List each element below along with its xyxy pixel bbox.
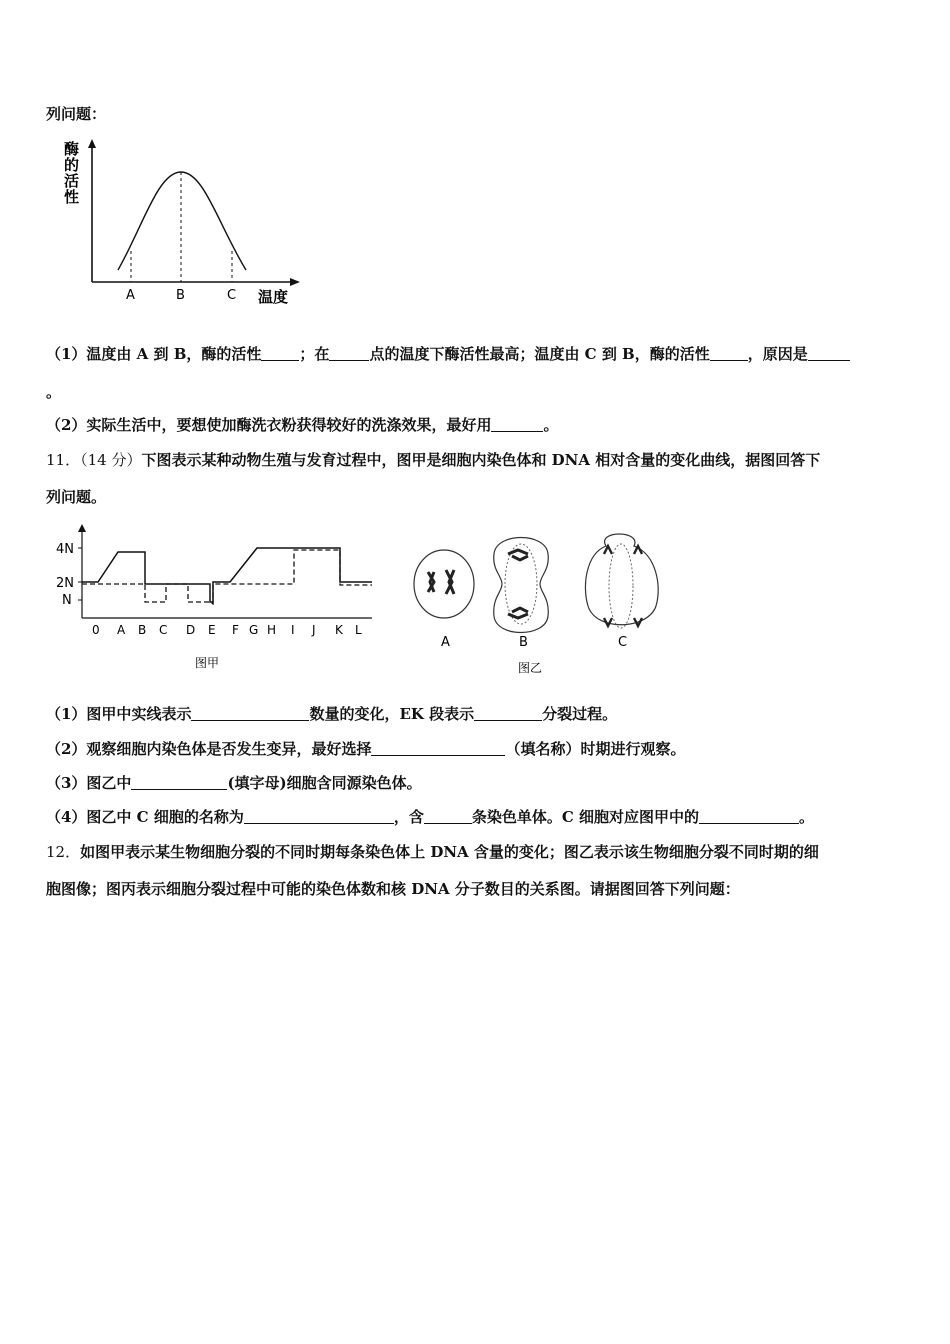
cells-caption: 图乙 [518, 661, 543, 675]
blank[interactable] [808, 346, 850, 361]
q11-s2: （2）观察细胞内染色体是否发生变异，最好选择 （填名称）时期进行观察。 [46, 740, 686, 758]
y-label-4: 性 [64, 188, 80, 206]
x-tick-label: I [291, 623, 295, 637]
blank[interactable] [261, 346, 299, 361]
q11-stem-2: 列问题。 [46, 488, 107, 506]
q11-s3: （3）图乙中 (填字母)细胞含同源染色体。 [46, 774, 422, 792]
x-tick-label: K [335, 623, 343, 637]
x-tick-label: G [249, 623, 259, 637]
q10-s1: （1）温度由 A 到 B，酶的活性 ；在 点的温度下酶活性最高；温度由 C 到 B，酶的活性 ，原因是 [46, 343, 850, 364]
x-tick-label: A [117, 623, 126, 637]
blank[interactable] [699, 809, 799, 824]
x-ticks [92, 623, 362, 637]
point-b: B [176, 288, 185, 303]
y-tick-2n: 2N [56, 576, 74, 591]
solid-series [82, 548, 372, 602]
q11-stem-1: 11．（14 分）下图表示某种动物生殖与发育过程中，图甲是细胞内染色体和 DNA 相对含量的变化曲线，据图回答下 [46, 451, 821, 469]
blank[interactable] [191, 706, 309, 721]
q12-stem-2: 胞图像；图丙表示细胞分裂过程中可能的染色体数和核 DNA 分子数目的关系图。请据图回答下列问题： [46, 880, 740, 898]
x-label: 温度 [258, 288, 289, 306]
q12-stem-1: 12．如图甲表示某生物细胞分裂的不同时期每条染色体上 DNA 含量的变化；图乙表示该生物细胞分裂不同时期的细 [46, 843, 819, 861]
y-axis-arrow [88, 139, 96, 148]
cells-figure [406, 526, 676, 676]
chart-y-arrow [78, 524, 86, 532]
cell-label-c: C [618, 635, 628, 650]
dashed-series [82, 550, 372, 604]
x-tick-label: B [138, 623, 147, 637]
x-tick-label: C [159, 623, 168, 637]
x-tick-label: L [355, 623, 362, 637]
y-tick-n: N [62, 593, 72, 608]
cell-label-a: A [441, 635, 450, 650]
point-a: A [126, 288, 135, 303]
x-tick-label: 0 [92, 623, 100, 637]
point-c: C [227, 288, 237, 303]
blank[interactable] [371, 741, 505, 756]
x-tick-label: J [312, 623, 316, 637]
q11-s1: （1）图甲中实线表示 数量的变化，EK 段表示 分裂过程。 [46, 705, 618, 723]
x-tick-label: F [232, 623, 239, 637]
chart-jia [50, 522, 380, 672]
y-label-1: 酶 [64, 140, 80, 158]
activity-curve [118, 172, 246, 270]
blank[interactable] [424, 809, 472, 824]
q11-s4: （4）图乙中 C 细胞的名称为 ，含 条染色单体。C 细胞对应图甲中的 。 [46, 808, 815, 826]
blank[interactable] [710, 346, 748, 361]
x-tick-label: D [186, 623, 196, 637]
y-label-2: 的 [64, 156, 80, 174]
blank[interactable] [329, 346, 369, 361]
q10-s2: （2）实际生活中，要想使加酶洗衣粉获得较好的洗涤效果，最好用 。 [46, 416, 559, 434]
x-tick-label: E [208, 623, 216, 637]
q10-s1-end: 。 [46, 383, 62, 401]
chart-caption: 图甲 [195, 656, 220, 670]
y-label-3: 活 [64, 172, 80, 190]
q10-tail: 列问题： [46, 105, 107, 123]
blank[interactable] [244, 809, 394, 824]
cell-label-b: B [519, 635, 528, 650]
x-axis-arrow [290, 278, 300, 286]
cell-b [494, 538, 549, 633]
cell-c [585, 534, 658, 628]
blank[interactable] [131, 775, 227, 790]
blank[interactable] [474, 706, 542, 721]
enzyme-activity-figure [58, 136, 308, 308]
blank[interactable] [491, 417, 543, 432]
cell-a [414, 550, 474, 618]
x-tick-label: H [267, 623, 277, 637]
y-tick-4n: 4N [56, 542, 74, 557]
